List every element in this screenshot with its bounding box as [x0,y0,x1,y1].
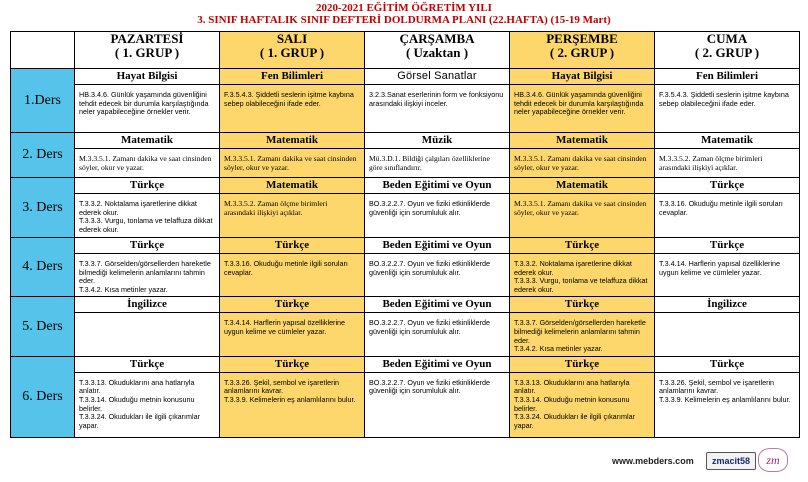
plan-title: 3. SINIF HAFTALIK SINIF DEFTERİ DOLDURMA PLANI (22.HAFTA) (15-19 Mart) [197,14,611,26]
lesson-cell: Türkçe T.3.4.14. Harflerin yapısal özelliklerine uygun kelime ve cümleler yazar. [220,297,365,356]
lesson-cell: Matematik M.3.3.5.2. Zaman ölçme birimleri arasındaki ilişkiyi açıklar. [655,133,800,178]
day-header-row [11,32,800,69]
lesson-cell: Türkçe T.3.3.2. Noktalama işaretlerine dikkat ederek okur. T.3.3.3. Vurgu, tonlama ve telaffuza dikkat ederek okur. [510,238,655,297]
lesson-cell: Matematik M.3.3.5.1. Zamanı dakika ve saat cinsinden söyler, okur ve yazar. [510,178,655,238]
lesson-cell: Matematik M.3.3.5.1. Zamanı dakika ve saat cinsinden söyler, okur ve yazar. [510,133,655,178]
lesson-label: 4. Ders [11,238,75,297]
lesson-label: 1.Ders [11,69,75,133]
author-logo: zm [758,448,788,472]
weekly-plan-table [10,31,800,438]
lesson-cell: Türkçe T.3.3.7. Görselden/görsellerden hareketle bilmediği kelimelerin anlamlarını tahmin eder. T.3.4.2. Kısa metinler yazar. [510,297,655,356]
lesson-row-4 [11,238,800,297]
corner-cell [11,32,75,69]
lesson-cell: Hayat Bilgisi HB.3.4.6. Günlük yaşamında güvenliğini tehdit edecek bir durumla karşılaştığında neler yapabileceğine örnekler verir. [75,69,220,133]
lesson-cell: İngilizce [655,297,800,356]
lesson-cell: Türkçe T.3.3.2. Noktalama işaretlerine dikkat ederek okur. T.3.3.3. Vurgu, tonlama ve telaffuza dikkat ederek okur. [75,178,220,238]
lesson-cell: Türkçe T.3.3.13. Okuduklarını ana hatlarıyla anlatır. T.3.3.14. Okuduğu metnin konusunu belirler. T.3.3.24. Okudukları ile ilgili çıkarımlar yapar. [75,356,220,437]
lesson-label: 2. Ders [11,133,75,178]
day-header-tuesday: SALI ( 1. GRUP ) [220,32,365,69]
lesson-cell: Matematik M.3.3.5.1. Zamanı dakika ve saat cinsinden söyler, okur ve yazar. [75,133,220,178]
lesson-label: 3. Ders [11,178,75,238]
day-header-thursday: PERŞEMBE ( 2. GRUP ) [510,32,655,69]
lesson-row-5 [11,297,800,356]
day-header-friday: CUMA ( 2. GRUP ) [655,32,800,69]
lesson-cell: İngilizce [75,297,220,356]
lesson-cell: Türkçe T.3.3.26. Şekil, sembol ve işaretlerin anlamlarını kavrar. T.3.3.9. Kelimelerin eş anlamlılarını bulur. [655,356,800,437]
lesson-row-1 [11,69,800,133]
day-header-monday: PAZARTESİ ( 1. GRUP ) [75,32,220,69]
lesson-cell: Görsel Sanatlar 3.2.3.Sanat eserlerinin form ve fonksiyonu arasındaki ilişkiyi inceler. [365,69,510,133]
author-badge: zmacit58 [706,452,756,470]
lesson-cell: Türkçe T.3.4.14. Harflerin yapısal özelliklerine uygun kelime ve cümleler yazar. [655,238,800,297]
lesson-cell: Beden Eğitimi ve Oyun BO.3.2.2.7. Oyun ve fiziki etkinliklerde güvenliği için sorumluluk alır. [365,178,510,238]
lesson-cell: Matematik M.3.3.5.1. Zamanı dakika ve saat cinsinden söyler, okur ve yazar. [220,133,365,178]
lesson-cell: Beden Eğitimi ve Oyun BO.3.2.2.7. Oyun ve fiziki etkinliklerde güvenliği için sorumluluk alır. [365,356,510,437]
lesson-cell: Beden Eğitimi ve Oyun BO.3.2.2.7. Oyun ve fiziki etkinliklerde güvenliği için sorumluluk alır. [365,238,510,297]
lesson-row-2 [11,133,800,178]
lesson-label: 5. Ders [11,297,75,356]
day-header-wednesday: ÇARŞAMBA ( Uzaktan ) [365,32,510,69]
lesson-row-6 [11,356,800,437]
lesson-cell: Müzik Mü.3.D.1. Bildiği çalgıları özelliklerine göre sınıflandırır. [365,133,510,178]
lesson-cell: Beden Eğitimi ve Oyun BO.3.2.2.7. Oyun ve fiziki etkinliklerde güvenliği için sorumluluk alır. [365,297,510,356]
lesson-cell: Türkçe T.3.3.16. Okuduğu metinle ilgili soruları cevaplar. [220,238,365,297]
lesson-cell: Türkçe T.3.3.26. Şekil, sembol ve işaretlerin anlamlarını kavrar. T.3.3.9. Kelimelerin eş anlamlılarını bulur. [220,356,365,437]
lesson-label: 6. Ders [11,356,75,437]
lesson-cell: Fen Bilimleri F.3.5.4.3. Şiddetli seslerin işitme kaybına sebep olabileceğini ifade eder. [220,69,365,133]
lesson-cell: Türkçe T.3.3.7. Görselden/görsellerden hareketle bilmediği kelimelerin anlamlarını tahmin eder. T.3.4.2. Kısa metinler yazar. [75,238,220,297]
lesson-cell: Matematik M.3.3.5.2. Zaman ölçme birimleri arasındaki ilişkiyi açıklar. [220,178,365,238]
plan-title-year: 2020-2021 EĞİTİM ÖĞRETİM YILI [316,2,492,14]
lesson-cell: Türkçe T.3.3.13. Okuduklarını ana hatlarıyla anlatır. T.3.3.14. Okuduğu metnin konusunu belirler. T.3.3.24. Okudukları ile ilgili çıkarımlar yapar. [510,356,655,437]
lesson-cell: Hayat Bilgisi HB.3.4.6. Günlük yaşamında güvenliğini tehdit edecek bir durumla karşılaştığında neler yapabileceğine örnekler verir. [510,69,655,133]
lesson-cell: Türkçe T.3.3.16. Okuduğu metinle ilgili soruları cevaplar. [655,178,800,238]
site-link[interactable]: www.mebders.com [612,456,694,466]
lesson-row-3 [11,178,800,238]
lesson-cell: Fen Bilimleri F.3.5.4.3. Şiddetli seslerin işitme kaybına sebep olabileceğini ifade eder. [655,69,800,133]
